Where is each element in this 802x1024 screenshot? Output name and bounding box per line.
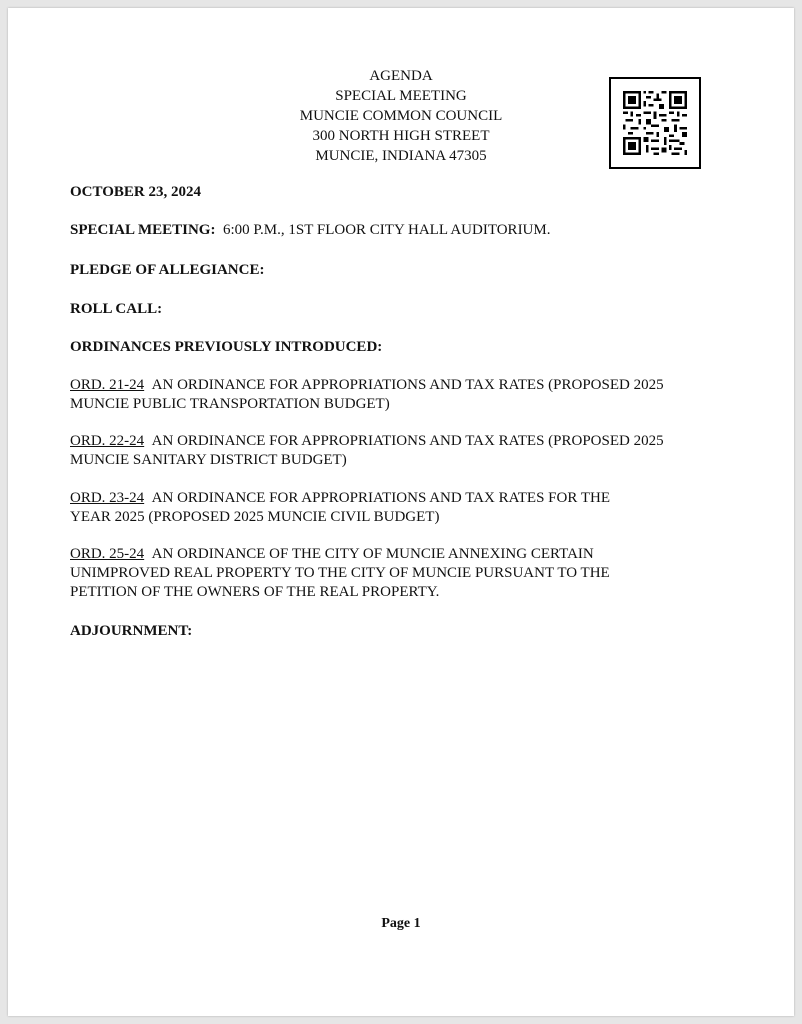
page-number: Page 1 [381, 916, 421, 931]
ordinance-number: ORD. 21-24 [70, 377, 145, 393]
ordinance-text: AN ORDINANCE FOR APPROPRIATIONS AND TAX RATES (PROPOSED 2025 [151, 377, 664, 393]
ordinance-text-continued: YEAR 2025 (PROPOSED 2025 MUNCIE CIVIL BUDGET) [70, 509, 440, 525]
ordinance-text-continued: UNIMPROVED REAL PROPERTY TO THE CITY OF MUNCIE PURSUANT TO THE [70, 565, 610, 581]
pledge-heading: PLEDGE OF ALLEGIANCE: [70, 262, 265, 278]
qr-code-icon [623, 91, 687, 155]
ordinance-number: ORD. 25-24 [70, 546, 145, 562]
ordinance-text-continued: MUNCIE SANITARY DISTRICT BUDGET) [70, 452, 347, 468]
special-meeting-label: SPECIAL MEETING: [70, 222, 216, 238]
header-city: MUNCIE, INDIANA 47305 [315, 148, 487, 164]
ordinance-text: AN ORDINANCE FOR APPROPRIATIONS AND TAX RATES (PROPOSED 2025 [151, 433, 664, 449]
adjournment-heading: ADJOURNMENT: [70, 623, 193, 639]
ordinances-heading: ORDINANCES PREVIOUSLY INTRODUCED: [70, 339, 383, 355]
meeting-date: OCTOBER 23, 2024 [70, 184, 201, 200]
ordinance-item [70, 489, 610, 508]
ordinance-text-continued: MUNCIE PUBLIC TRANSPORTATION BUDGET) [70, 396, 390, 412]
header-meeting-type: SPECIAL MEETING [335, 88, 467, 104]
roll-call-heading: ROLL CALL: [70, 301, 163, 317]
header-title: AGENDA [369, 68, 433, 84]
ordinance-text: AN ORDINANCE FOR APPROPRIATIONS AND TAX RATES FOR THE [151, 490, 610, 506]
qr-code[interactable] [609, 77, 701, 169]
special-meeting-line [70, 221, 550, 240]
ordinance-text-continued: PETITION OF THE OWNERS OF THE REAL PROPERTY. [70, 584, 440, 600]
document-page [8, 8, 794, 1016]
ordinance-number: ORD. 22-24 [70, 433, 145, 449]
header-council: MUNCIE COMMON COUNCIL [299, 108, 503, 124]
header-street: 300 NORTH HIGH STREET [312, 128, 490, 144]
special-meeting-details: 6:00 P.M., 1ST FLOOR CITY HALL AUDITORIUM. [222, 222, 551, 238]
ordinance-number: ORD. 23-24 [70, 490, 145, 506]
ordinance-item [70, 376, 664, 395]
ordinance-text: AN ORDINANCE OF THE CITY OF MUNCIE ANNEXING CERTAIN [151, 546, 594, 562]
ordinance-item [70, 545, 594, 564]
ordinance-item [70, 432, 664, 451]
